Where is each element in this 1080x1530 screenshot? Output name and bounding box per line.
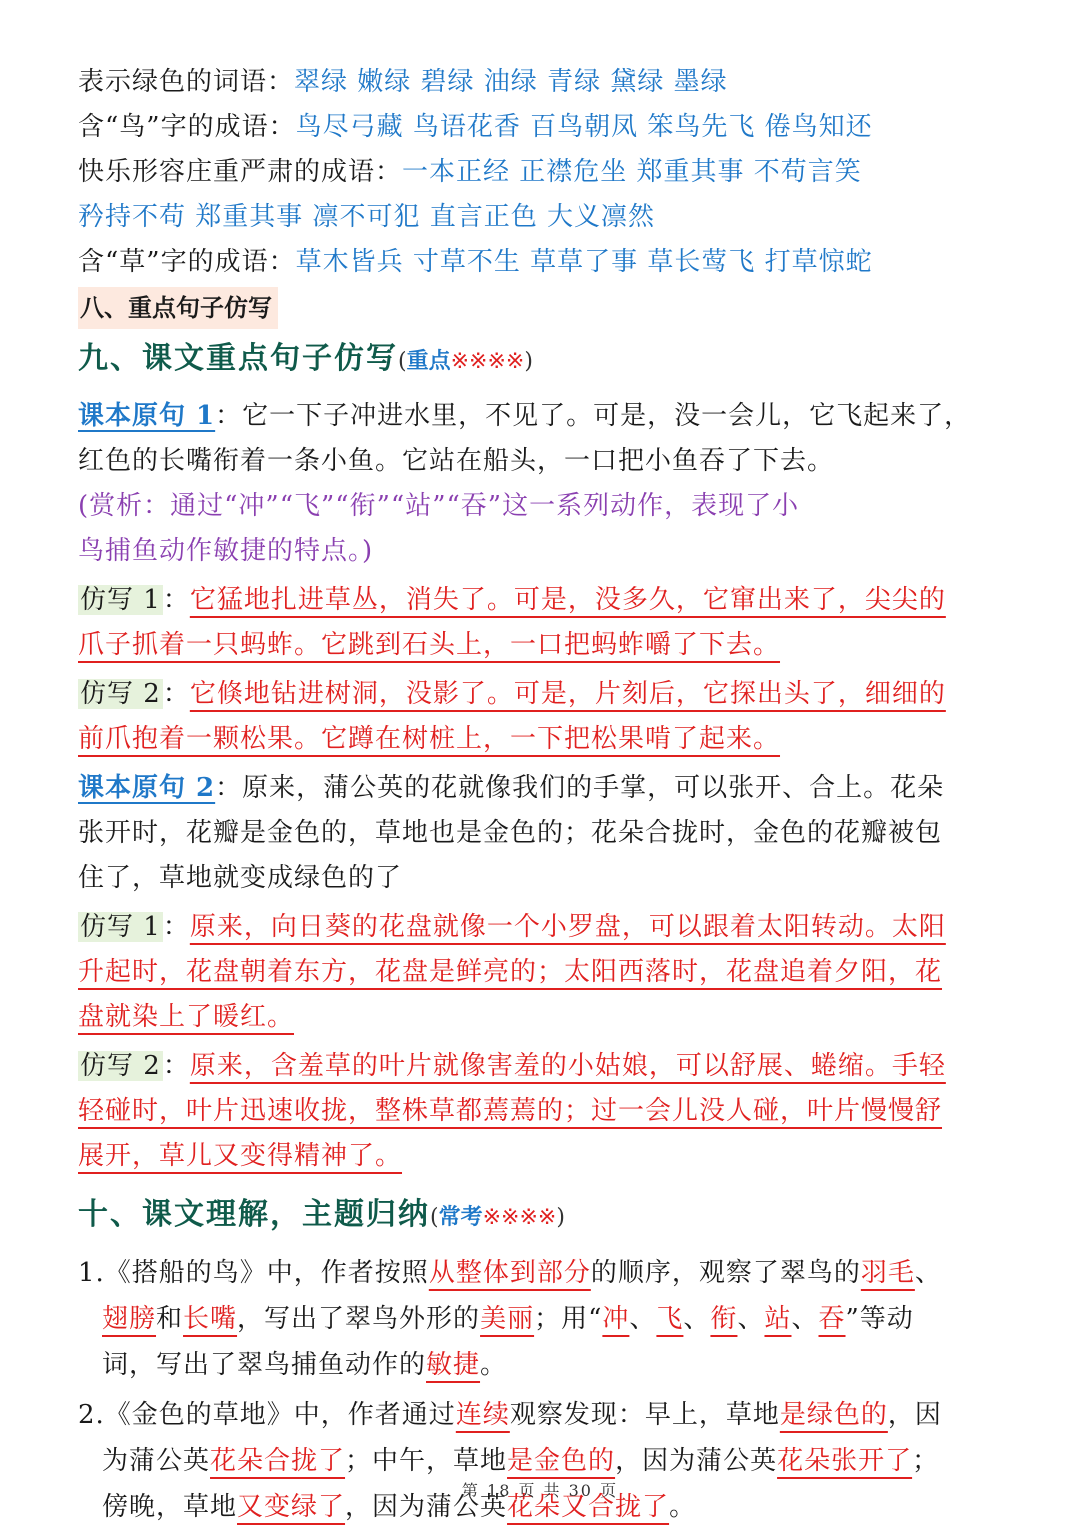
section-title-text: 九、课文重点句子仿写 (78, 341, 398, 376)
answer: 是金色的 (507, 1446, 616, 1476)
answer: 敏捷 (426, 1350, 481, 1380)
original-text: 张开时，花瓣是金色的，草地也是金色的；花朵合拢时，金色的花瓣被包 (78, 818, 943, 848)
text: 傍晚，草地 (102, 1492, 238, 1522)
text: ，写出了翠鸟外形的 (237, 1304, 481, 1334)
answer: 从整体到部分 (428, 1258, 591, 1288)
answer: 是绿色的 (779, 1400, 888, 1430)
imitation-2-1 (78, 905, 1002, 1040)
imitation-2-2 (78, 1044, 1002, 1179)
imitation-text: 盘就染上了暖红。 (78, 1002, 295, 1032)
imitation-text: 爪子抓着一只蚂蚱。它跳到石头上，一口把蚂蚱嚼了下去。 (78, 630, 781, 660)
vocab-words: 一本正经 正襟危坐 郑重其事 不苟言笑 (402, 157, 862, 187)
summary-item-1 (78, 1250, 1002, 1388)
text: 、 (737, 1304, 765, 1334)
page-footer: 第 18 页 共 30 页 (461, 1481, 619, 1500)
text: 、 (914, 1258, 942, 1288)
answer: 花朵又合拢了 (507, 1492, 670, 1522)
text: ，因 (887, 1400, 942, 1430)
vocab-bird (78, 105, 1002, 150)
vocab-green (78, 60, 1002, 105)
imitation-text: 展开，草儿又变得精神了。 (78, 1141, 403, 1171)
text: 。 (669, 1492, 697, 1522)
text: 、 (683, 1304, 711, 1334)
answer: 花朵合拢了 (210, 1446, 346, 1476)
note-close: ) (524, 349, 533, 374)
colon: ： (162, 585, 190, 615)
text: 观察发现：早上，草地 (509, 1400, 780, 1430)
note-stars: ※※※※ (450, 349, 525, 374)
summary-item-2 (78, 1392, 1002, 1530)
original-text: 原来，蒲公英的花就像我们的手掌，可以张开、合上。花朵 (242, 773, 945, 803)
answer: 连续 (455, 1400, 510, 1430)
text: ； (912, 1446, 940, 1476)
imitation-text: 它倏地钻进树洞，没影了。可是，片刻后，它探出头了，细细的 (189, 679, 946, 709)
answer: 花朵张开了 (777, 1446, 913, 1476)
original-text: 红色的长嘴衔着一条小鱼。它站在船头，一口把小鱼吞了下去。 (78, 446, 835, 476)
analysis-text: 鸟捕鱼动作敏捷的特点。) (78, 536, 374, 566)
section-8-title: 八、重点句子仿写 (78, 287, 278, 329)
original-sentence-2 (78, 766, 1002, 901)
section-title-text: 十、课文理解，主题归纳 (78, 1197, 430, 1232)
colon: ： (162, 1051, 190, 1081)
vocab-list (78, 60, 1002, 285)
vocab-label: 快乐形容庄重严肃的成语： (78, 157, 403, 187)
text: ，因为蒲公英 (345, 1492, 508, 1522)
answer: 翅膀 (102, 1304, 157, 1334)
original-label: 课本原句 1 (78, 401, 216, 431)
original-sentence-1 (78, 394, 1002, 574)
vocab-words: 草木皆兵 寸草不生 草草了事 草长莺飞 打草惊蛇 (295, 247, 873, 277)
text: ；中午，草地 (345, 1446, 508, 1476)
text: 、 (791, 1304, 819, 1334)
vocab-label: 含“鸟”字的成语： (78, 112, 296, 142)
text: 为蒲公英 (102, 1446, 211, 1476)
vocab-label: 表示绿色的词语： (78, 67, 295, 97)
text: ”等动 (845, 1304, 914, 1334)
answer: 又变绿了 (237, 1492, 346, 1522)
text: 1.《搭船的鸟》中，作者按照 (78, 1258, 429, 1288)
imitation-text: 原来，含羞草的叶片就像害羞的小姑娘，可以舒展、蜷缩。手轻 (189, 1051, 946, 1081)
text: 和 (156, 1304, 184, 1334)
section-9-title (78, 331, 1002, 390)
text: ，因为蒲公英 (615, 1446, 778, 1476)
original-text: 住了，草地就变成绿色的了 (78, 863, 403, 893)
vocab-solemn-cont (78, 195, 1002, 240)
note-close: ) (556, 1205, 565, 1230)
colon: ： (162, 912, 190, 942)
section-note (398, 349, 533, 374)
imitation-label: 仿写 1 (80, 912, 161, 942)
note-open: ( (398, 349, 407, 374)
colon: ： (162, 679, 190, 709)
colon: ： (215, 401, 243, 431)
imitation-1-2 (78, 672, 1002, 762)
vocab-words: 矜持不苟 郑重其事 凛不可犯 直言正色 大义凛然 (78, 202, 656, 232)
vocab-words: 鸟尽弓藏 鸟语花香 百鸟朝凤 笨鸟先飞 倦鸟知还 (295, 112, 873, 142)
imitation-label: 仿写 1 (80, 585, 161, 615)
answer: 美丽 (480, 1304, 535, 1334)
answer: 吞 (818, 1304, 846, 1334)
original-label: 课本原句 2 (78, 773, 216, 803)
section-note (430, 1205, 565, 1230)
answer: 长嘴 (183, 1304, 238, 1334)
imitation-label: 仿写 2 (80, 679, 161, 709)
vocab-grass (78, 240, 1002, 285)
text: 。 (480, 1350, 508, 1380)
answer: 羽毛 (860, 1258, 915, 1288)
imitation-text: 原来，向日葵的花盘就像一个小罗盘，可以跟着太阳转动。太阳 (189, 912, 946, 942)
text: 的顺序，观察了翠鸟的 (590, 1258, 861, 1288)
text: 2.《金色的草地》中，作者通过 (78, 1400, 456, 1430)
note-stars: ※※※※ (482, 1205, 557, 1230)
note-tag: 常考 (438, 1204, 483, 1230)
text: 词，写出了翠鸟捕鱼动作的 (102, 1350, 427, 1380)
note-tag: 重点 (406, 348, 451, 374)
answer: 冲 (602, 1304, 630, 1334)
imitation-text: 轻碰时，叶片迅速收拢，整株草都蔫蔫的；过一会儿没人碰，叶片慢慢舒 (78, 1096, 943, 1126)
imitation-text: 升起时，花盘朝着东方，花盘是鲜亮的；太阳西落时，花盘追着夕阳，花 (78, 957, 943, 987)
answer: 飞 (656, 1304, 684, 1334)
colon: ： (215, 773, 243, 803)
vocab-solemn (78, 150, 1002, 195)
section-10-title (78, 1187, 1002, 1246)
original-text: 它一下子冲进水里，不见了。可是，没一会儿，它飞起来了， (242, 401, 972, 431)
vocab-words: 翠绿 嫩绿 碧绿 油绿 青绿 黛绿 墨绿 (294, 67, 728, 97)
imitation-1-1 (78, 578, 1002, 668)
analysis-text: (赏析：通过“冲”“飞”“衔”“站”“吞”这一系列动作，表现了小 (78, 491, 800, 521)
text: 、 (629, 1304, 657, 1334)
text: ；用“ (534, 1304, 603, 1334)
vocab-label: 含“草”字的成语： (78, 247, 296, 277)
imitation-text: 它猛地扎进草丛，消失了。可是，没多久，它窜出来了，尖尖的 (189, 585, 946, 615)
imitation-text: 前爪抱着一颗松果。它蹲在树桩上，一下把松果啃了起来。 (78, 724, 781, 754)
note-open: ( (430, 1205, 439, 1230)
answer: 站 (764, 1304, 792, 1334)
answer: 衔 (710, 1304, 738, 1334)
imitation-label: 仿写 2 (80, 1051, 161, 1081)
